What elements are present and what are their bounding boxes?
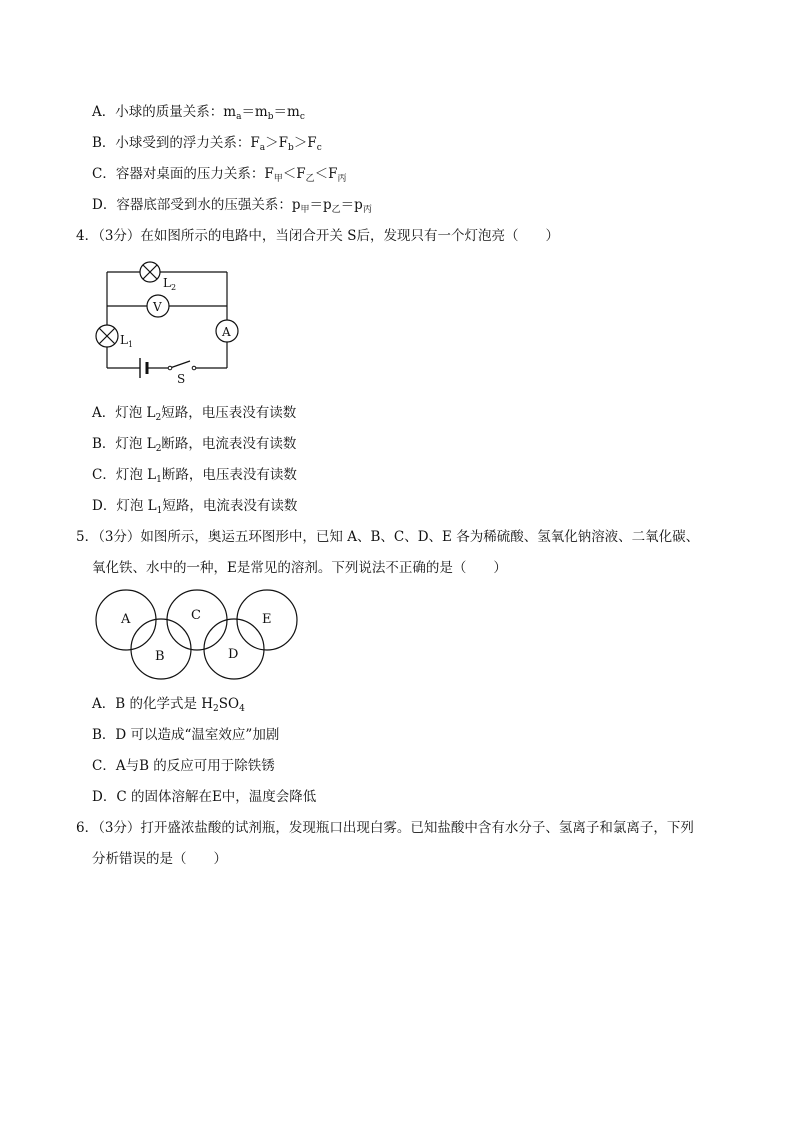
q3-option-d: D．容器底部受到水的压强关系：$p_甲=p_乙=p_丙$ <box>92 197 372 215</box>
ring-a-label: A <box>121 612 131 627</box>
q3-option-a: A．小球的质量关系：$m_a=m_b=m_c$ <box>92 104 305 122</box>
circuit-diagram <box>90 258 250 388</box>
q6-stem-line2: 分析错误的是（ ） <box>92 851 227 867</box>
q4-stem: 4．（3分）在如图所示的电路中，当闭合开关 S后，发现只有一个灯泡亮（ ） <box>76 228 559 244</box>
q5-stem-line1: 5．（3分）如图所示，奥运五环图形中，已知 A、B、C、D、E 各为稀硫酸、氢氧化钠溶液、二氧化碳、 <box>76 529 700 545</box>
olympic-rings-diagram <box>94 588 300 680</box>
lamp-l1-label: $L_1$ <box>120 333 134 349</box>
battery-icon <box>140 358 147 378</box>
ring-c-label: C <box>191 608 201 623</box>
ammeter-label: A <box>222 325 231 339</box>
q4-option-c: C．灯泡 $L_1$断路，电压表没有读数 <box>92 467 297 485</box>
q3-option-b: B．小球受到的浮力关系：$F_a>F_b>F_c$ <box>92 135 322 153</box>
q5-stem-line2: 氧化铁、水中的一种，E是常见的溶剂。下列说法不正确的是（ ） <box>92 560 507 576</box>
ring-b-label: B <box>155 649 165 664</box>
q6-stem-line1: 6．（3分）打开盛浓盐酸的试剂瓶，发现瓶口出现白雾。已知盐酸中含有水分子、氢离子和氯离子，下列 <box>76 820 694 836</box>
lamp-l2-label: $L_2$ <box>163 276 177 292</box>
q4-option-a: A．灯泡 $L_2$短路，电压表没有读数 <box>92 405 297 423</box>
q4-option-b: B．灯泡 $L_2$断路，电流表没有读数 <box>92 436 297 454</box>
q5-option-c: C．A与B 的反应可用于除铁锈 <box>92 758 275 774</box>
q5-option-d: D．C 的固体溶解在E中，温度会降低 <box>92 789 317 805</box>
q5-option-b: B．D 可以造成“温室效应”加剧 <box>92 727 280 743</box>
q5-option-a: A．B 的化学式是 $H_2SO_4$ <box>92 696 245 714</box>
switch-label: S <box>177 372 186 386</box>
ring-d-label: D <box>228 647 239 662</box>
q4-option-d: D．灯泡 $L_1$短路，电流表没有读数 <box>92 498 298 516</box>
q3-option-c: C．容器对桌面的压力关系：$F_甲<F_乙<F_丙$ <box>92 166 347 184</box>
voltmeter-label: V <box>153 300 162 314</box>
ring-e-label: E <box>262 612 272 627</box>
